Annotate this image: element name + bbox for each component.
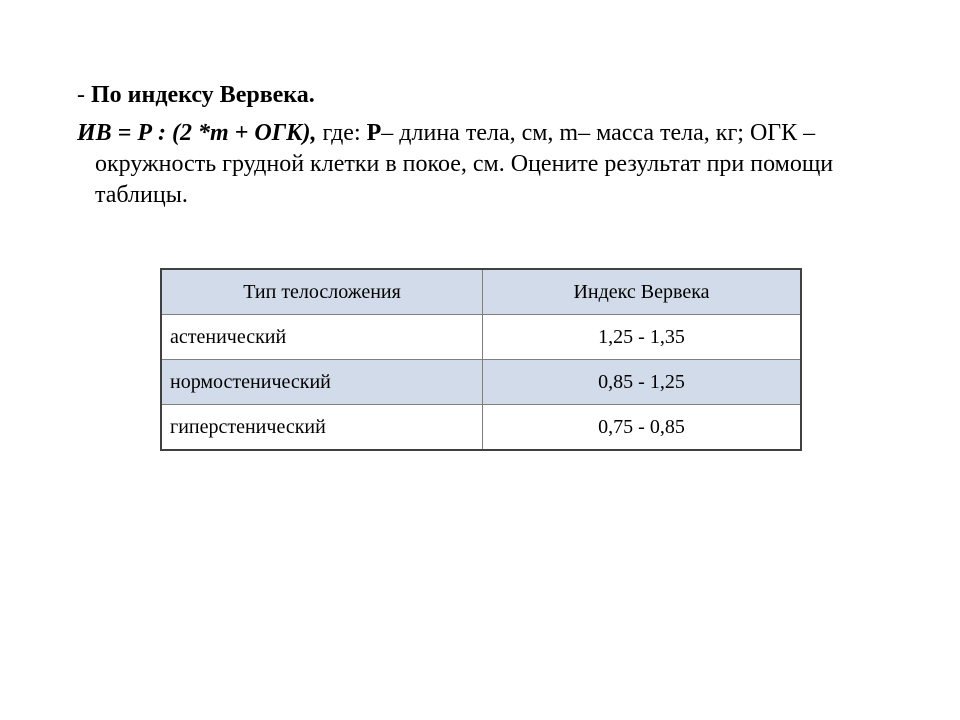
verveck-index-table <box>160 268 802 451</box>
table-row <box>161 405 801 451</box>
header-verveck-index: Индекс Вервека <box>483 269 802 315</box>
formula-text <box>77 118 907 211</box>
heading-dash: - <box>77 82 91 108</box>
cell-index-range: 0,75 - 0,85 <box>483 405 802 451</box>
section-heading <box>77 79 315 111</box>
table-row <box>161 360 801 405</box>
cell-body-type: нормостенический <box>161 360 483 405</box>
formula-expression: ИВ = Р : (2 *m + ОГК), <box>77 120 317 146</box>
table-header-row <box>161 269 801 315</box>
header-body-type: Тип телосложения <box>161 269 483 315</box>
table-row <box>161 315 801 360</box>
cell-body-type: гиперстенический <box>161 405 483 451</box>
formula-where: где: <box>316 120 367 146</box>
cell-index-range: 1,25 - 1,35 <box>483 315 802 360</box>
formula-p-var: Р <box>366 120 382 146</box>
formula-paragraph <box>77 118 907 211</box>
formula-description: – длина тела, см, m– масса тела, кг; ОГК – окружность грудной клетки в покое, см. Оцените результат при помощи таблицы. <box>95 120 834 208</box>
cell-body-type: астенический <box>161 315 483 360</box>
cell-index-range: 0,85 - 1,25 <box>483 360 802 405</box>
heading-title: По индексу Вервека. <box>91 82 315 108</box>
